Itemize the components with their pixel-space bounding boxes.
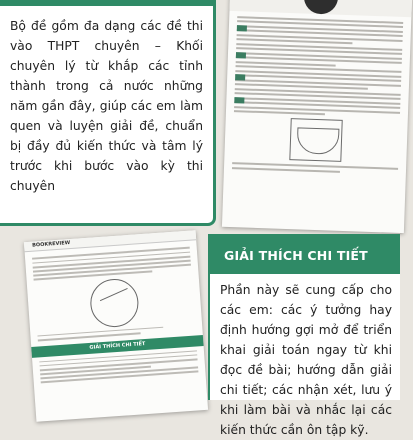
book-page-preview-left [24,230,208,422]
brand-label: BOOKREVIEW [31,239,71,249]
geometry-figure [89,278,140,329]
solution-ribbon: GIẢI THÍCH CHI TIẾT [31,334,203,357]
page-text-block [32,247,191,281]
solution-card-text: Phần này sẽ cung cấp cho các em: các ý tưởng hay định hướng gợi mở để triển khai giải toán ngay từ khi đọc đề bài; hướng dẫn giải chi tiết; các nhận xét, lưu ý khi làm bài và nhắc lại các kiến thức cần ôn tập kỹ. [220,283,392,437]
solution-card [208,234,400,437]
book-page-preview-right [222,0,412,233]
solution-card-title: GIẢI THÍCH CHI TIẾT [210,236,400,274]
circuit-figure [289,118,342,162]
page-text-block [234,16,403,118]
intro-card-accent-bar [0,0,213,6]
intro-card-text: Bộ đề gồm đa dạng các đề thi vào THPT chuyên – Khối chuyên lý từ khắp các tỉnh thành trong cả nước những năm gần đây, giúp các em làm quen và luyện giải đề, chuẩn bị đầy đủ kiến thức và tâm lý trước khi bước vào kỳ thi chuyên [10,19,203,193]
intro-card [0,0,216,226]
